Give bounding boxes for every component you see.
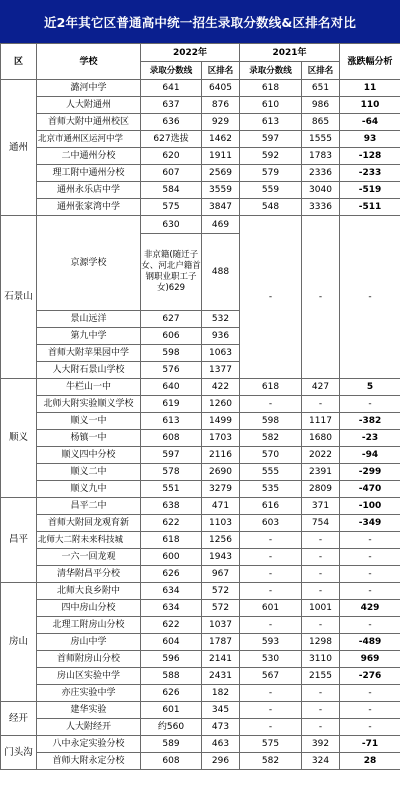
table-row xyxy=(1,753,400,770)
table-row xyxy=(1,114,400,131)
score-2021: - xyxy=(240,396,302,413)
score-2021: 618 xyxy=(240,80,302,97)
school-cell: 人大附经开 xyxy=(37,719,141,736)
rank-2022: 929 xyxy=(202,114,240,131)
rank-2021: - xyxy=(302,719,340,736)
rank-2022: 488 xyxy=(202,234,240,311)
school-cell: 首师大附苹果园中学 xyxy=(37,345,141,362)
score-2022: 619 xyxy=(141,396,202,413)
table-row xyxy=(1,182,400,199)
table-row xyxy=(1,566,400,583)
rank-2022: 532 xyxy=(202,311,240,328)
score-2022: 597 xyxy=(141,447,202,464)
score-2022: 630 xyxy=(141,216,202,234)
score-2021: 570 xyxy=(240,447,302,464)
district-mentougou: 门头沟 xyxy=(1,736,37,770)
change-cell: - xyxy=(340,396,400,413)
rank-2022: 3847 xyxy=(202,199,240,216)
rank-2022: 1037 xyxy=(202,617,240,634)
table-row xyxy=(1,668,400,685)
rank-2021: - xyxy=(302,566,340,583)
rank-2022: 876 xyxy=(202,97,240,114)
header-row-1 xyxy=(1,44,400,62)
school-cell: 第九中学 xyxy=(37,328,141,345)
score-2021: 535 xyxy=(240,481,302,498)
score-2021: 579 xyxy=(240,165,302,182)
change-cell: - xyxy=(340,719,400,736)
rank-2021: 2336 xyxy=(302,165,340,182)
school-cell: 房山区实验中学 xyxy=(37,668,141,685)
score-table xyxy=(0,43,400,770)
school-cell: 牛栏山一中 xyxy=(37,379,141,396)
table-row xyxy=(1,481,400,498)
score-2021: 559 xyxy=(240,182,302,199)
score-2022: 636 xyxy=(141,114,202,131)
score-2022: 约560 xyxy=(141,719,202,736)
score-2021: 616 xyxy=(240,498,302,515)
school-cell: 北京市通州区运河中学 xyxy=(37,131,141,148)
change-cell: 429 xyxy=(340,600,400,617)
score-2021: - xyxy=(240,216,302,379)
score-2022: 627选拔 xyxy=(141,131,202,148)
table-row xyxy=(1,515,400,532)
table-row xyxy=(1,634,400,651)
rank-2021: 3336 xyxy=(302,199,340,216)
rank-2021: 2809 xyxy=(302,481,340,498)
score-2021: 582 xyxy=(240,753,302,770)
rank-2022: 2569 xyxy=(202,165,240,182)
school-cell: 首师附房山分校 xyxy=(37,651,141,668)
school-cell: 理工附中通州分校 xyxy=(37,165,141,182)
change-cell: 110 xyxy=(340,97,400,114)
score-2021: 597 xyxy=(240,131,302,148)
change-cell: -349 xyxy=(340,515,400,532)
school-cell: 北师大二附未来科技城 xyxy=(37,532,141,549)
rank-2021: - xyxy=(302,396,340,413)
table-row xyxy=(1,396,400,413)
table-row xyxy=(1,583,400,600)
score-2021: - xyxy=(240,617,302,634)
score-2022: 626 xyxy=(141,685,202,702)
change-cell: -128 xyxy=(340,148,400,165)
school-cell: 亦庄实验中学 xyxy=(37,685,141,702)
district-changping: 昌平 xyxy=(1,498,37,583)
rank-2021: 651 xyxy=(302,80,340,97)
rank-2021: 3110 xyxy=(302,651,340,668)
score-2022: 589 xyxy=(141,736,202,753)
score-2021: 567 xyxy=(240,668,302,685)
score-2021: - xyxy=(240,719,302,736)
score-2022: 634 xyxy=(141,600,202,617)
school-cell: 通州张家湾中学 xyxy=(37,199,141,216)
rank-2022: 572 xyxy=(202,583,240,600)
school-cell: 一六一回龙观 xyxy=(37,549,141,566)
table-row xyxy=(1,498,400,515)
rank-2021: 2391 xyxy=(302,464,340,481)
score-2021: 548 xyxy=(240,199,302,216)
rank-2022: 463 xyxy=(202,736,240,753)
change-cell: -299 xyxy=(340,464,400,481)
year-2021-header: 2021年 xyxy=(240,44,340,62)
district-header: 区 xyxy=(1,44,37,80)
rank-2021: - xyxy=(302,617,340,634)
change-cell: -23 xyxy=(340,430,400,447)
table-row xyxy=(1,199,400,216)
school-cell: 二中通州分校 xyxy=(37,148,141,165)
score-2022: 575 xyxy=(141,199,202,216)
rank-2021: - xyxy=(302,583,340,600)
change-cell: 5 xyxy=(340,379,400,396)
score-2021: - xyxy=(240,532,302,549)
score-2021: 582 xyxy=(240,430,302,447)
school-header: 学校 xyxy=(37,44,141,80)
table-row xyxy=(1,600,400,617)
score-2021: 598 xyxy=(240,413,302,430)
rank-2022: 6405 xyxy=(202,80,240,97)
rank-2021: 1117 xyxy=(302,413,340,430)
rank-2022: 1103 xyxy=(202,515,240,532)
rank-2021: 1680 xyxy=(302,430,340,447)
table-row xyxy=(1,165,400,182)
score-note-2022: 非京籍(随迁子女、河北户籍首钢职业职工子女)629 xyxy=(141,234,202,311)
score-2021: 593 xyxy=(240,634,302,651)
school-cell: 建华实验 xyxy=(37,702,141,719)
score-2022: 618 xyxy=(141,532,202,549)
score-2021: - xyxy=(240,702,302,719)
score-2022: 578 xyxy=(141,464,202,481)
rank-2021: - xyxy=(302,702,340,719)
score-2022: 608 xyxy=(141,430,202,447)
table-row xyxy=(1,413,400,430)
rank-2022: 296 xyxy=(202,753,240,770)
rank-2021: 865 xyxy=(302,114,340,131)
rank-2022: 2431 xyxy=(202,668,240,685)
rank-2022: 182 xyxy=(202,685,240,702)
rank-2022: 3279 xyxy=(202,481,240,498)
table-row xyxy=(1,379,400,396)
score-2022: 620 xyxy=(141,148,202,165)
score-2021: 575 xyxy=(240,736,302,753)
rank-2022: 1703 xyxy=(202,430,240,447)
score-2022: 613 xyxy=(141,413,202,430)
score-2022: 607 xyxy=(141,165,202,182)
district-shijingshan: 石景山 xyxy=(1,216,37,379)
district-tongzhou: 通州 xyxy=(1,80,37,216)
rank-2021: 324 xyxy=(302,753,340,770)
score-2021: 610 xyxy=(240,97,302,114)
score-2022: 627 xyxy=(141,311,202,328)
rank-2022: 1943 xyxy=(202,549,240,566)
score-2021: 603 xyxy=(240,515,302,532)
score-2022: 551 xyxy=(141,481,202,498)
score-2021: 530 xyxy=(240,651,302,668)
rank-2021: 754 xyxy=(302,515,340,532)
change-cell: - xyxy=(340,532,400,549)
table-row xyxy=(1,464,400,481)
rank-2022: 967 xyxy=(202,566,240,583)
rank-2022: 3559 xyxy=(202,182,240,199)
rank-2021-header: 区排名 xyxy=(302,62,340,80)
score-2022: 608 xyxy=(141,753,202,770)
score-2021: 618 xyxy=(240,379,302,396)
change-cell: -100 xyxy=(340,498,400,515)
rank-2022: 471 xyxy=(202,498,240,515)
table-row xyxy=(1,97,400,114)
score-2022: 606 xyxy=(141,328,202,345)
score-2022: 622 xyxy=(141,617,202,634)
change-cell: - xyxy=(340,566,400,583)
school-cell-jingyuan: 京源学校 xyxy=(37,216,141,311)
rank-2022: 1462 xyxy=(202,131,240,148)
rank-2021: 392 xyxy=(302,736,340,753)
school-cell: 首师大附回龙观育新 xyxy=(37,515,141,532)
change-cell: 28 xyxy=(340,753,400,770)
rank-2021: 427 xyxy=(302,379,340,396)
score-2021: - xyxy=(240,583,302,600)
rank-2021: 3040 xyxy=(302,182,340,199)
table-row xyxy=(1,131,400,148)
table-row xyxy=(1,80,400,97)
change-cell: -233 xyxy=(340,165,400,182)
rank-2021: 986 xyxy=(302,97,340,114)
table-row xyxy=(1,216,400,234)
score-2021: 613 xyxy=(240,114,302,131)
rank-2022: 1911 xyxy=(202,148,240,165)
district-fangshan: 房山 xyxy=(1,583,37,702)
score-2022: 638 xyxy=(141,498,202,515)
rank-2021: 2155 xyxy=(302,668,340,685)
rank-2022: 422 xyxy=(202,379,240,396)
rank-2021: 2022 xyxy=(302,447,340,464)
rank-2022: 1377 xyxy=(202,362,240,379)
school-cell: 清华附昌平分校 xyxy=(37,566,141,583)
school-cell: 房山中学 xyxy=(37,634,141,651)
score-2022: 601 xyxy=(141,702,202,719)
rank-2022: 936 xyxy=(202,328,240,345)
score-2022: 622 xyxy=(141,515,202,532)
school-cell: 潞河中学 xyxy=(37,80,141,97)
rank-2021: 1783 xyxy=(302,148,340,165)
rank-2022: 572 xyxy=(202,600,240,617)
rank-2021: 371 xyxy=(302,498,340,515)
school-cell: 顺义一中 xyxy=(37,413,141,430)
year-2022-header: 2022年 xyxy=(141,44,240,62)
school-cell: 顺义二中 xyxy=(37,464,141,481)
school-cell: 通州永乐店中学 xyxy=(37,182,141,199)
rank-2021: - xyxy=(302,532,340,549)
change-cell: -519 xyxy=(340,182,400,199)
change-cell: - xyxy=(340,216,400,379)
change-cell: 93 xyxy=(340,131,400,148)
change-cell: - xyxy=(340,617,400,634)
table-row xyxy=(1,719,400,736)
school-cell: 景山远洋 xyxy=(37,311,141,328)
district-jingkai: 经开 xyxy=(1,702,37,736)
score-2021-header: 录取分数线 xyxy=(240,62,302,80)
score-2021: - xyxy=(240,685,302,702)
school-cell: 人大附通州 xyxy=(37,97,141,114)
rank-2021: 1298 xyxy=(302,634,340,651)
change-cell: -64 xyxy=(340,114,400,131)
score-2022-header: 录取分数线 xyxy=(141,62,202,80)
change-cell: -489 xyxy=(340,634,400,651)
score-2021: 592 xyxy=(240,148,302,165)
score-2022: 600 xyxy=(141,549,202,566)
table-row xyxy=(1,617,400,634)
score-2022: 626 xyxy=(141,566,202,583)
rank-2021: - xyxy=(302,685,340,702)
change-cell: 11 xyxy=(340,80,400,97)
table-row xyxy=(1,447,400,464)
score-2021: - xyxy=(240,566,302,583)
school-cell: 首师大附永定分校 xyxy=(37,753,141,770)
page-title: 近2年其它区普通高中统一招生录取分数线&区排名对比 xyxy=(0,0,400,43)
score-2022: 596 xyxy=(141,651,202,668)
rank-2021: - xyxy=(302,216,340,379)
school-cell: 北师大良乡附中 xyxy=(37,583,141,600)
table-row xyxy=(1,736,400,753)
score-2022: 598 xyxy=(141,345,202,362)
change-cell: -470 xyxy=(340,481,400,498)
rank-2022-header: 区排名 xyxy=(202,62,240,80)
rank-2022: 1260 xyxy=(202,396,240,413)
score-2022: 588 xyxy=(141,668,202,685)
school-cell: 北师大附实验顺义学校 xyxy=(37,396,141,413)
school-cell: 首师大附中通州校区 xyxy=(37,114,141,131)
table-row xyxy=(1,430,400,447)
rank-2021: 1555 xyxy=(302,131,340,148)
school-cell: 四中房山分校 xyxy=(37,600,141,617)
table-row xyxy=(1,702,400,719)
score-2022: 637 xyxy=(141,97,202,114)
change-cell: -382 xyxy=(340,413,400,430)
rank-2021: 1001 xyxy=(302,600,340,617)
rank-2022: 2116 xyxy=(202,447,240,464)
school-cell: 杨镇一中 xyxy=(37,430,141,447)
change-cell: -71 xyxy=(340,736,400,753)
district-shunyi: 顺义 xyxy=(1,379,37,498)
table-row xyxy=(1,685,400,702)
change-header: 涨跌幅分析 xyxy=(340,44,400,80)
score-2022: 576 xyxy=(141,362,202,379)
score-2022: 584 xyxy=(141,182,202,199)
table-row xyxy=(1,532,400,549)
table-row xyxy=(1,549,400,566)
table-row xyxy=(1,651,400,668)
school-cell: 北理工附房山分校 xyxy=(37,617,141,634)
score-2022: 640 xyxy=(141,379,202,396)
change-cell: - xyxy=(340,702,400,719)
school-cell: 顺义九中 xyxy=(37,481,141,498)
school-cell: 八中永定实验分校 xyxy=(37,736,141,753)
change-cell: - xyxy=(340,685,400,702)
rank-2022: 2141 xyxy=(202,651,240,668)
rank-2022: 1256 xyxy=(202,532,240,549)
score-2022: 604 xyxy=(141,634,202,651)
rank-2022: 473 xyxy=(202,719,240,736)
rank-2022: 345 xyxy=(202,702,240,719)
rank-2022: 1787 xyxy=(202,634,240,651)
school-cell: 顺义四中分校 xyxy=(37,447,141,464)
school-cell: 人大附石景山学校 xyxy=(37,362,141,379)
school-cell: 昌平二中 xyxy=(37,498,141,515)
change-cell: 969 xyxy=(340,651,400,668)
rank-2021: - xyxy=(302,549,340,566)
table-row xyxy=(1,148,400,165)
score-2022: 641 xyxy=(141,80,202,97)
change-cell: -94 xyxy=(340,447,400,464)
change-cell: -511 xyxy=(340,199,400,216)
rank-2022: 1063 xyxy=(202,345,240,362)
score-2021: - xyxy=(240,549,302,566)
change-cell: - xyxy=(340,583,400,600)
change-cell: - xyxy=(340,549,400,566)
rank-2022: 1499 xyxy=(202,413,240,430)
score-2022: 634 xyxy=(141,583,202,600)
score-2021: 555 xyxy=(240,464,302,481)
rank-2022: 469 xyxy=(202,216,240,234)
change-cell: -276 xyxy=(340,668,400,685)
rank-2022: 2690 xyxy=(202,464,240,481)
score-2021: 601 xyxy=(240,600,302,617)
